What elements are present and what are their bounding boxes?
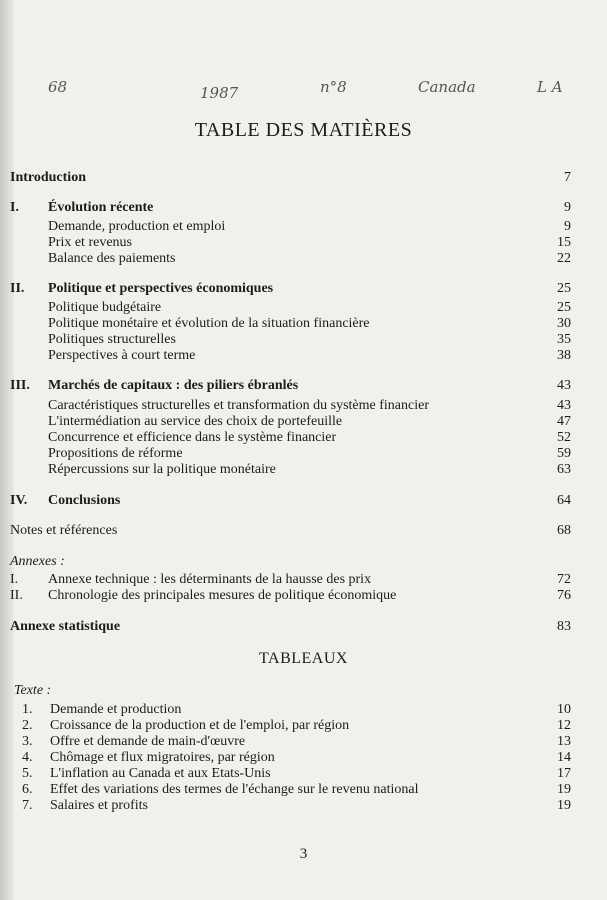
- toc-page: 68: [557, 523, 571, 538]
- toc-page: 10: [557, 702, 571, 717]
- toc-entry: Politiques structurelles: [48, 332, 176, 347]
- table-number: 7.: [22, 798, 33, 813]
- toc-section-heading: Politique et perspectives économiques: [48, 281, 274, 296]
- toc-section-heading: Évolution récente: [48, 200, 154, 215]
- toc-entry: Perspectives à court terme: [48, 348, 196, 363]
- toc-page: 7: [564, 170, 571, 185]
- handwritten-note-3: n°8: [320, 78, 347, 96]
- toc-page: 19: [557, 798, 571, 813]
- toc-page: 19: [557, 782, 571, 797]
- toc-page: 30: [557, 316, 571, 331]
- page-title: TABLE DES MATIÈRES: [194, 119, 413, 141]
- toc-page: 15: [557, 235, 571, 250]
- toc-entry: Politique monétaire et évolution de la situation financière: [48, 316, 370, 331]
- page-number: 3: [299, 846, 308, 862]
- toc-entry: Concurrence et efficience dans le système financier: [48, 430, 337, 445]
- toc-page: 35: [557, 332, 571, 347]
- toc-entry: Demande, production et emploi: [48, 219, 226, 234]
- section-number: III.: [10, 378, 30, 393]
- handwritten-note-5: L A: [537, 78, 563, 96]
- table-number: 6.: [22, 782, 33, 797]
- table-number: 3.: [22, 734, 33, 749]
- toc-page: 76: [557, 588, 571, 603]
- toc-entry: Caractéristiques structurelles et transformation du système financier: [48, 398, 429, 413]
- section-number: I.: [10, 200, 19, 215]
- table-number: 1.: [22, 702, 33, 717]
- table-entry: Chômage et flux migratoires, par région: [50, 750, 275, 765]
- toc-entry: Propositions de réforme: [48, 446, 183, 461]
- toc-annexe-statistique: Annexe statistique: [10, 619, 121, 634]
- toc-page: 64: [557, 493, 571, 508]
- handwritten-note-4: Canada: [418, 78, 476, 96]
- toc-introduction: Introduction: [10, 170, 86, 185]
- texte-heading: Texte :: [14, 683, 52, 698]
- toc-page: 25: [557, 281, 571, 296]
- table-entry: Effet des variations des termes de l'échange sur le revenu national: [50, 782, 419, 797]
- toc-page: 43: [557, 378, 571, 393]
- table-number: 5.: [22, 766, 33, 781]
- table-entry: Croissance de la production et de l'emploi, par région: [50, 718, 350, 733]
- toc-page: 52: [557, 430, 571, 445]
- annex-number: I.: [10, 572, 19, 587]
- section-number: II.: [10, 281, 25, 296]
- handwritten-note-2: 1987: [200, 84, 239, 102]
- toc-entry: Annexe technique : les déterminants de la hausse des prix: [48, 572, 372, 587]
- table-number: 2.: [22, 718, 33, 733]
- toc-section-heading: Conclusions: [48, 493, 121, 508]
- toc-page: 12: [557, 718, 571, 733]
- tableaux-title: TABLEAUX: [259, 650, 348, 667]
- toc-notes: Notes et références: [10, 523, 118, 538]
- toc-page: 63: [557, 462, 571, 477]
- table-entry: L'inflation au Canada et aux Etats-Unis: [50, 766, 271, 781]
- handwritten-note-1: 68: [48, 78, 68, 96]
- toc-page: 9: [564, 219, 571, 234]
- toc-entry: Balance des paiements: [48, 251, 176, 266]
- toc-page: 17: [557, 766, 571, 781]
- toc-page: 72: [557, 572, 571, 587]
- annex-number: II.: [10, 588, 23, 603]
- toc-page: 13: [557, 734, 571, 749]
- toc-page: 14: [557, 750, 571, 765]
- toc-entry: L'intermédiation au service des choix de portefeuille: [48, 414, 343, 429]
- toc-page: 9: [564, 200, 571, 215]
- table-entry: Salaires et profits: [50, 798, 148, 813]
- toc-page: 25: [557, 300, 571, 315]
- toc-entry: Politique budgétaire: [48, 300, 162, 315]
- section-number: IV.: [10, 493, 28, 508]
- table-number: 4.: [22, 750, 33, 765]
- toc-entry: Répercussions sur la politique monétaire: [48, 462, 276, 477]
- toc-entry: Chronologie des principales mesures de politique économique: [48, 588, 397, 603]
- annexes-heading: Annexes :: [10, 554, 65, 569]
- toc-page: 83: [557, 619, 571, 634]
- toc-page: 59: [557, 446, 571, 461]
- table-entry: Offre et demande de main-d'œuvre: [50, 734, 246, 749]
- toc-section-heading: Marchés de capitaux : des piliers ébranlés: [48, 378, 299, 393]
- table-entry: Demande et production: [50, 702, 182, 717]
- toc-entry: Prix et revenus: [48, 235, 132, 250]
- toc-page: 43: [557, 398, 571, 413]
- toc-page: 47: [557, 414, 571, 429]
- toc-page: 38: [557, 348, 571, 363]
- toc-page: 22: [557, 251, 571, 266]
